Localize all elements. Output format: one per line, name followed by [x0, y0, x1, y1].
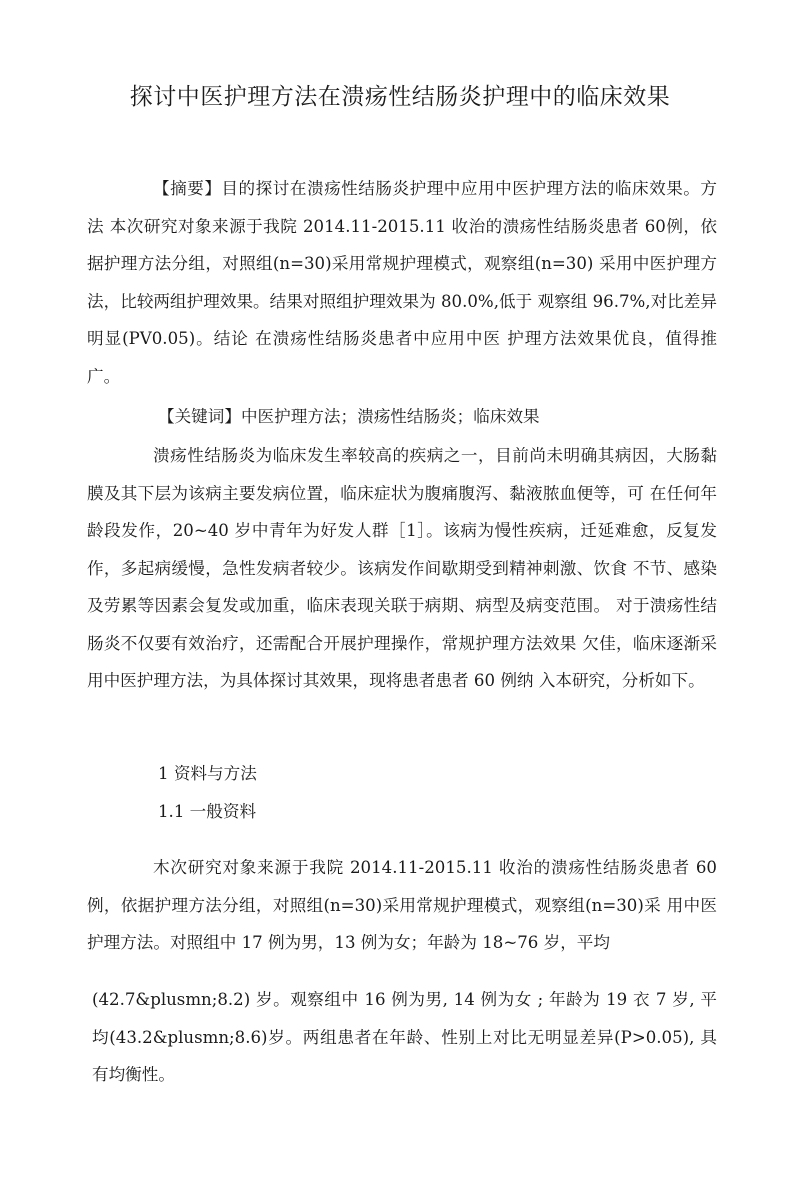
general-info-paragraph-continued: (42.7&plusmn;8.2) 岁。观察组中 16 例为男, 14 例为女 ; 年龄为 19 衣 7 岁, 平 均(43.2&plusmn;8.6)岁。两组患者在年龄、性别上对比无明显差异(P>0.05), 具有均衡性。 [92, 990, 717, 1084]
general-info-paragraph: 木次研究对象来源于我院 2014.11-2015.11 收治的溃疡性结肠炎患者 60例，依据护理方法分组，对照组(n=30)采用常规护理模式，观察组(n=30)采 用中医护理方法。对照组中 17 例为男，13 例为女；年龄为 18~76 岁，平均 [87, 858, 717, 952]
section-heading: 1 资料与方法 [158, 764, 257, 783]
abstract-paragraph: 【摘要】目的探讨在溃疡性结肠炎护理中应用中医护理方法的临床效果。方法 本次研究对象来源于我院 2014.11-2015.11 收治的溃疡性结肠炎患者 60例，依据护理方法分组，对照组(n=30)采用常规护理模式，观察组(n=30) 采用中医护理方法，比较两组护理效果。结果对照组护理效果为 80.0%,低于 观察组 96.7%,对比差异明显(PV0.05)。结论 在溃疡性结肠炎患者中应用中医 护理方法效果优良，值得推广。 [87, 179, 717, 386]
document-title: 探讨中医护理方法在溃疡性结肠炎护理中的临床效果 [129, 84, 671, 110]
keywords-line: 【关键词】中医护理方法；溃疡性结肠炎；临床效果 [158, 407, 540, 426]
intro-paragraph: 溃疡性结肠炎为临床发生率较高的疾病之一，目前尚未明确其病因，大肠黏膜及其下层为该病主要发病位置，临床症状为腹痛腹泻、黏液脓血便等，可 在任何年龄段发作，20~40 岁中青年为好发人群［1］。该病为慢性疾病，迁延难愈，反复发作，多起病缓慢，急性发病者较少。该病发作间歇期受到精神刺激、饮食 不节、感染及劳累等因素会复发或加重，临床表现关联于病期、病型及病变范围。 对于溃疡性结肠炎不仅要有效治疗，还需配合开展护理操作，常规护理方法效果 欠佳，临床逐渐采用中医护理方法，为具体探讨其效果，现将患者患者 60 例纳 入本研究，分析如下。 [87, 446, 717, 690]
subsection-heading: 1.1 一般资料 [158, 802, 257, 821]
